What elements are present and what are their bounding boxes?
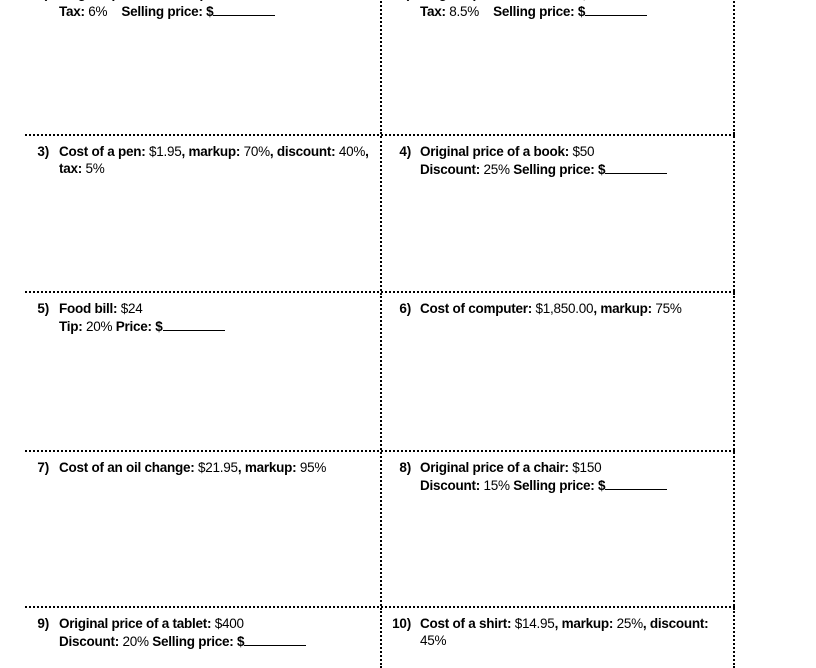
problem-2 — [391, 0, 725, 20]
problem-line-2 — [420, 161, 725, 178]
problem-line-2 — [420, 3, 725, 20]
table-row — [25, 136, 735, 293]
problem-line-1 — [420, 459, 725, 476]
problem-number: 4) — [399, 144, 411, 159]
problem-line-2 — [59, 3, 372, 20]
tip-value: 20% — [86, 319, 113, 334]
problem-body — [59, 300, 372, 335]
problem-body — [420, 0, 725, 20]
item-label: Cost of a pen: — [59, 144, 149, 159]
problem-body — [420, 300, 725, 317]
discount-label: Discount: — [420, 478, 484, 493]
problem-line-1 — [59, 459, 372, 476]
tax-label: Tax: — [420, 4, 446, 19]
problem-cell-8 — [380, 452, 735, 606]
markup-label: , markup: — [593, 301, 656, 316]
problem-body — [59, 0, 372, 20]
problem-line-2 — [420, 477, 725, 494]
discount-value: 45% — [420, 633, 447, 648]
original-price-value: $50 — [572, 144, 595, 159]
problem-cell-2 — [380, 0, 735, 134]
discount-value: 20% — [122, 634, 149, 649]
problem-1 — [25, 0, 372, 20]
answer-blank[interactable] — [244, 634, 306, 646]
table-row — [25, 608, 735, 668]
problem-body — [420, 459, 725, 494]
markup-label: , markup: — [181, 144, 244, 159]
selling-price-label: Selling price: $ — [121, 4, 214, 19]
tax-label: , tax: — [59, 144, 369, 176]
item-label: Original price of a chair: — [420, 460, 573, 475]
problem-6 — [391, 300, 725, 317]
answer-blank[interactable] — [605, 162, 667, 174]
markup-label: , markup: — [237, 460, 300, 475]
discount-value: 25% — [483, 162, 510, 177]
problem-cell-7 — [25, 452, 380, 606]
problem-cell-9 — [25, 608, 380, 668]
problem-number: 9) — [37, 616, 49, 631]
problem-line-2 — [59, 318, 372, 335]
cost-value: $1.95 — [149, 144, 182, 159]
problem-line-1 — [59, 143, 372, 177]
selling-price-label: Selling price: $ — [148, 634, 245, 649]
problem-cell-10 — [380, 608, 735, 668]
table-row — [25, 0, 735, 136]
food-bill-value: $24 — [120, 301, 143, 316]
problem-number: 3) — [37, 144, 49, 159]
problem-body — [59, 615, 372, 650]
answer-blank[interactable] — [605, 478, 667, 490]
item-label: Cost of computer: — [420, 301, 536, 316]
discount-value: 40% — [338, 144, 366, 159]
problem-number: 10) — [392, 616, 411, 631]
item-label: Cost of a shirt: — [420, 616, 515, 631]
tip-label: Tip: — [59, 319, 86, 334]
cost-value: $21.95 — [198, 460, 238, 475]
discount-label: , discount: — [642, 616, 709, 631]
problem-5 — [25, 300, 372, 335]
item-label: Original price of a book: — [420, 144, 573, 159]
answer-blank[interactable] — [213, 4, 275, 16]
cost-value: $14.95 — [514, 616, 555, 631]
cost-value: $1,850.00 — [535, 301, 594, 316]
problem-body — [59, 459, 372, 476]
problem-line-1 — [420, 615, 725, 649]
markup-value: 25% — [616, 616, 643, 631]
problem-line-1 — [59, 0, 372, 2]
item-label: Original price of a tablet: — [59, 616, 215, 631]
problem-line-1 — [420, 300, 725, 317]
problem-cell-6 — [380, 293, 735, 450]
problem-3 — [25, 143, 372, 177]
problem-number: 8) — [399, 460, 411, 475]
problem-line-1 — [420, 143, 725, 160]
problem-number: 6) — [399, 301, 411, 316]
markup-value: 95% — [299, 460, 327, 475]
discount-label: Discount: — [420, 162, 484, 177]
original-price-value: $150 — [572, 460, 602, 475]
problem-line-2 — [59, 633, 372, 650]
table-row — [25, 452, 735, 608]
problem-line-1 — [420, 0, 725, 2]
problem-number: 7) — [37, 460, 49, 475]
problem-cell-3 — [25, 136, 380, 291]
problem-cell-4 — [380, 136, 735, 291]
tax-label: Tax: — [59, 4, 85, 19]
problem-line-1 — [59, 300, 372, 317]
problem-body — [420, 143, 725, 178]
problem-cell-1 — [25, 0, 380, 134]
selling-price-label: Selling price: $ — [493, 4, 586, 19]
tax-value: 6% — [88, 4, 108, 19]
markup-label: , markup: — [554, 616, 617, 631]
problem-line-1 — [59, 615, 372, 632]
answer-blank[interactable] — [585, 4, 647, 16]
discount-value: 15% — [483, 478, 510, 493]
problem-grid — [25, 0, 735, 668]
table-row — [25, 293, 735, 452]
problem-10 — [391, 615, 725, 649]
problem-body — [59, 143, 372, 177]
problem-number — [25, 0, 49, 2]
problem-number — [391, 0, 411, 2]
markup-value: 75% — [655, 301, 682, 316]
price-label: Price: $ — [112, 319, 163, 334]
problem-cell-5 — [25, 293, 380, 450]
selling-price-label: Selling price: $ — [509, 162, 606, 177]
markup-value: 70% — [243, 144, 270, 159]
problem-8 — [391, 459, 725, 494]
problem-7 — [25, 459, 372, 476]
selling-price-label: Selling price: $ — [509, 478, 606, 493]
discount-label: Discount: — [59, 634, 123, 649]
discount-label: , discount: — [269, 144, 339, 159]
item-label: Food bill: — [59, 301, 121, 316]
tax-value: 5% — [85, 161, 105, 176]
problem-9 — [25, 615, 372, 650]
problem-4 — [391, 143, 725, 178]
original-price-value: $400 — [214, 616, 244, 631]
problem-number: 5) — [37, 301, 49, 316]
answer-blank[interactable] — [163, 319, 225, 331]
item-label: Cost of an oil change: — [59, 460, 199, 475]
tax-value: 8.5% — [449, 4, 480, 19]
problem-body — [420, 615, 725, 649]
